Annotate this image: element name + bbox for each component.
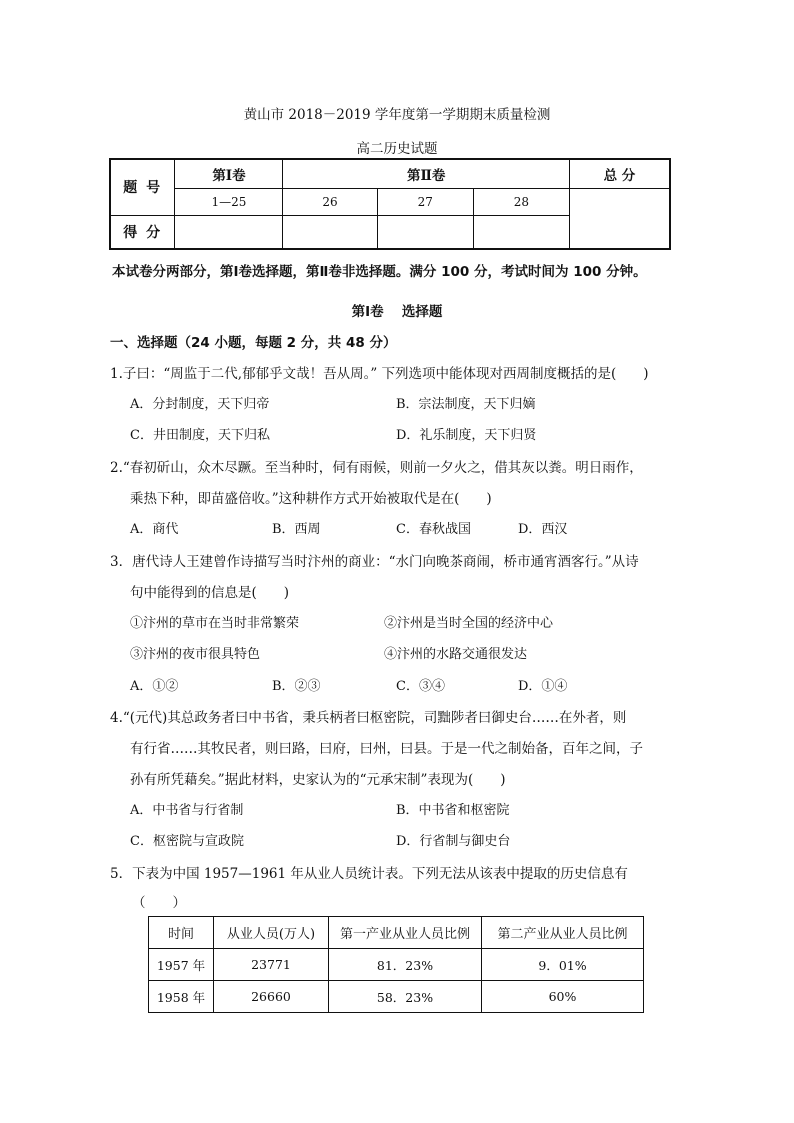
q3-option-a: A．①②	[130, 679, 179, 694]
q2-option-a: A．商代	[130, 522, 179, 537]
exam-subtitle: 高二历史试题	[356, 141, 438, 157]
q2-stem-line2: 乘热下种，即苗盛倍收。”这种耕作方式开始被取代是在( )	[130, 491, 492, 507]
col-28: 28	[473, 188, 569, 215]
cell-score-27	[377, 215, 473, 249]
q3-option-d: D．①④	[518, 679, 568, 694]
q1-option-a: A．分封制度，天下归帝	[130, 397, 270, 412]
q5-stem-line2: （ ）	[132, 895, 186, 911]
q5-stem-line1: 5．下表为中国 1957—1961 年从业人员统计表。下列无法从该表中提取的历史信息有	[110, 866, 628, 882]
q3-statement-3: ③汴州的夜市很具特色	[130, 647, 261, 662]
header-total: 总 分	[569, 159, 670, 188]
employment-cell-workers: 23771	[214, 949, 329, 981]
q4-option-c: C．枢密院与宣政院	[130, 834, 244, 849]
col-27: 27	[377, 188, 473, 215]
q3-stem-line1: 3．唐代诗人王建曾作诗描写当时汴州的商业：“水门向晚茶商闹，桥市通宵酒客行。”从诗	[110, 554, 639, 570]
employment-cell-secondary: 60%	[482, 981, 644, 1013]
score-table	[109, 158, 671, 250]
cell-score-28	[473, 215, 569, 249]
employment-cell-secondary: 9．01%	[482, 949, 644, 981]
q3-statement-2: ②汴州是当时全国的经济中心	[384, 616, 554, 631]
col-1-25: 1—25	[175, 188, 283, 215]
cell-total-score	[569, 188, 670, 249]
q2-option-c: C．春秋战国	[396, 522, 471, 537]
employment-header-year: 时间	[149, 917, 214, 949]
table-row	[149, 949, 644, 981]
col-26: 26	[283, 188, 377, 215]
q3-option-b: B．②③	[272, 679, 321, 694]
exam-note: 本试卷分两部分，第Ⅰ卷选择题，第Ⅱ卷非选择题。满分 100 分，考试时间为 100 分钟。	[112, 264, 647, 280]
q2-option-d: D．西汉	[518, 522, 568, 537]
q2-option-b: B．西周	[272, 522, 321, 537]
q4-option-a: A．中书省与行省制	[130, 803, 244, 818]
q3-option-c: C．③④	[396, 679, 445, 694]
q3-stem-line2: 句中能得到的信息是( )	[130, 585, 290, 601]
q1-option-b: B．宗法制度，天下归嫡	[396, 397, 536, 412]
q1-stem: 1.子曰：“周监于二代,郁郁乎文哉！吾从周。” 下列选项中能体现对西周制度概括的是( )	[110, 366, 649, 382]
section-title: 第Ⅰ卷 选择题	[351, 304, 443, 320]
q1-option-d: D．礼乐制度，天下归贤	[396, 428, 537, 443]
q4-stem-line3: 孙有所凭藉矣。”据此材料，史家认为的“元承宋制”表现为( )	[130, 772, 506, 788]
q4-option-d: D．行省制与御史台	[396, 834, 511, 849]
employment-cell-year: 1958 年	[149, 981, 214, 1013]
employment-cell-primary: 81．23%	[329, 949, 482, 981]
employment-cell-workers: 26660	[214, 981, 329, 1013]
cell-score-26	[283, 215, 377, 249]
employment-header-secondary: 第二产业从业人员比例	[482, 917, 644, 949]
exam-title: 黄山市 2018－2019 学年度第一学期期末质量检测	[243, 107, 551, 123]
q4-option-b: B．中书省和枢密院	[396, 803, 510, 818]
q3-statement-4: ④汴州的水路交通很发达	[384, 647, 528, 662]
header-part1: 第Ⅰ卷	[175, 159, 283, 188]
label-question-number: 题 号	[110, 159, 175, 215]
header-part2: 第Ⅱ卷	[283, 159, 569, 188]
cell-score-1-25	[175, 215, 283, 249]
part-heading: 一、选择题（24 小题，每题 2 分，共 48 分）	[110, 335, 397, 351]
q4-stem-line2: 有行省……其牧民者，则曰路，曰府，曰州，曰县。于是一代之制始备，百年之间，子	[130, 741, 643, 757]
table-row	[149, 981, 644, 1013]
label-score: 得 分	[110, 215, 175, 249]
employment-table	[148, 916, 644, 1013]
q2-stem-line1: 2.“春初斫山，众木尽蹶。至当种时，伺有雨候，则前一夕火之，借其灰以粪。明日雨作，	[110, 460, 643, 476]
employment-cell-year: 1957 年	[149, 949, 214, 981]
q4-stem-line1: 4.“(元代)其总政务者曰中书省，秉兵柄者曰枢密院，司黜陟者曰御史台……在外者，则	[110, 710, 627, 726]
employment-header-primary: 第一产业从业人员比例	[329, 917, 482, 949]
q1-option-c: C．井田制度，天下归私	[130, 428, 270, 443]
employment-cell-primary: 58．23%	[329, 981, 482, 1013]
q3-statement-1: ①汴州的草市在当时非常繁荣	[130, 616, 300, 631]
employment-header-workers: 从业人员(万人)	[214, 917, 329, 949]
